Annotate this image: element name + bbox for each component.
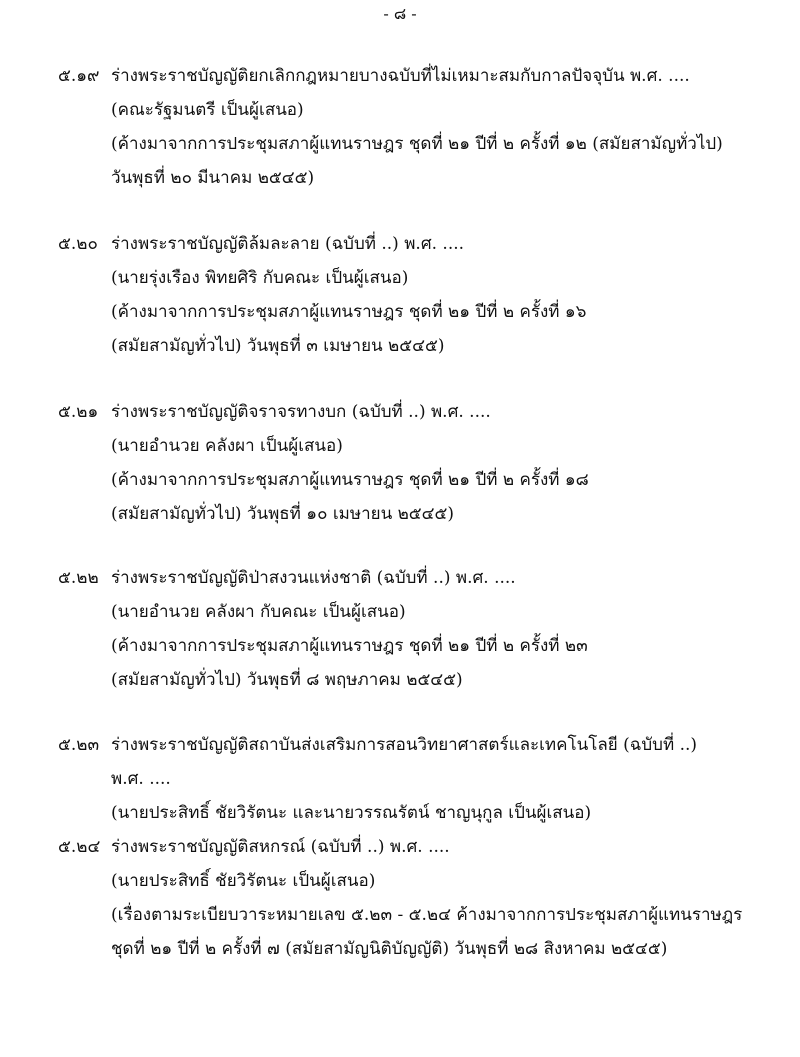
bill-title: ร่างพระราชบัญญัติล้มละลาย (ฉบับที่ ..) พ.ศ. .... [111,234,465,254]
agenda-item-number: ๕.๒๑ [58,402,99,422]
bill-title: ร่างพระราชบัญญัติป่าสงวนแห่งชาติ (ฉบับที่ ..) พ.ศ. .... [111,568,516,588]
pending-note: (ค้างมาจากการประชุมสภาผู้แทนราษฎร ชุดที่ ๒๑ ปีที่ ๒ ครั้งที่ ๑๒ (สมัยสามัญทั่วไป) [111,134,723,154]
pending-note-date: (สมัยสามัญทั่วไป) วันพุธที่ ๑๐ เมษายน ๒๕๔๕) [111,504,455,524]
pending-note-date: (สมัยสามัญทั่วไป) วันพุธที่ ๓ เมษายน ๒๕๔๕) [111,336,445,356]
bill-title: ร่างพระราชบัญญัติยกเลิกกฎหมายบางฉบับที่ไม่เหมาะสมกับกาลปัจจุบัน พ.ศ. .... [111,66,690,86]
pending-note-date: วันพุธที่ ๒๐ มีนาคม ๒๕๔๕) [111,168,315,188]
agenda-item-number: ๕.๑๙ [58,66,100,86]
pending-note: (ค้างมาจากการประชุมสภาผู้แทนราษฎร ชุดที่ ๒๑ ปีที่ ๒ ครั้งที่ ๑๖ [111,302,587,322]
proposer: (คณะรัฐมนตรี เป็นผู้เสนอ) [111,100,304,120]
proposer: (นายประสิทธิ์ ชัยวิรัตนะ และนายวรรณรัตน์ ชาญนุกูล เป็นผู้เสนอ) [111,803,592,823]
agenda-item-number: ๕.๒๐ [58,234,98,254]
proposer: (นายรุ่งเรือง พิทยศิริ กับคณะ เป็นผู้เสนอ) [111,268,409,288]
proposer: (นายอำนวย คลังผา กับคณะ เป็นผู้เสนอ) [111,602,406,622]
agenda-item-text [111,59,791,195]
pending-note-date: ชุดที่ ๒๑ ปีที่ ๒ ครั้งที่ ๗ (สมัยสามัญนิติบัญญัติ) วันพุธที่ ๒๘ สิงหาคม ๒๕๔๕) [111,939,668,959]
bill-title-continued: พ.ศ. .... [111,769,171,789]
page-number: - ๘ - [383,4,417,23]
agenda-item-text [111,728,791,830]
bill-title: ร่างพระราชบัญญัติจราจรทางบก (ฉบับที่ ..) พ.ศ. .... [111,402,491,422]
pending-note-date: (สมัยสามัญทั่วไป) วันพุธที่ ๘ พฤษภาคม ๒๕๔๕) [111,670,463,690]
agenda-item-number: ๕.๒๔ [58,837,101,857]
pending-note: (ค้างมาจากการประชุมสภาผู้แทนราษฎร ชุดที่ ๒๑ ปีที่ ๒ ครั้งที่ ๑๘ [111,470,589,490]
pending-note: (ค้างมาจากการประชุมสภาผู้แทนราษฎร ชุดที่ ๒๑ ปีที่ ๒ ครั้งที่ ๒๓ [111,636,588,656]
proposer: (นายประสิทธิ์ ชัยวิรัตนะ เป็นผู้เสนอ) [111,871,376,891]
agenda-item-text [111,561,791,697]
bill-title: ร่างพระราชบัญญัติสถาบันส่งเสริมการสอนวิทยาศาสตร์และเทคโนโลยี (ฉบับที่ ..) [111,735,698,755]
agenda-item-number: ๕.๒๓ [58,735,100,755]
agenda-item-number: ๕.๒๒ [58,568,99,588]
agenda-item-text [111,227,791,363]
agenda-item-text [111,830,791,966]
agenda-item-text [111,395,791,531]
bill-title: ร่างพระราชบัญญัติสหกรณ์ (ฉบับที่ ..) พ.ศ. .... [111,837,450,857]
pending-note: (เรื่องตามระเบียบวาระหมายเลข ๕.๒๓ - ๕.๒๔ ค้างมาจากการประชุมสภาผู้แทนราษฎร [111,905,743,925]
proposer: (นายอำนวย คลังผา เป็นผู้เสนอ) [111,436,343,456]
